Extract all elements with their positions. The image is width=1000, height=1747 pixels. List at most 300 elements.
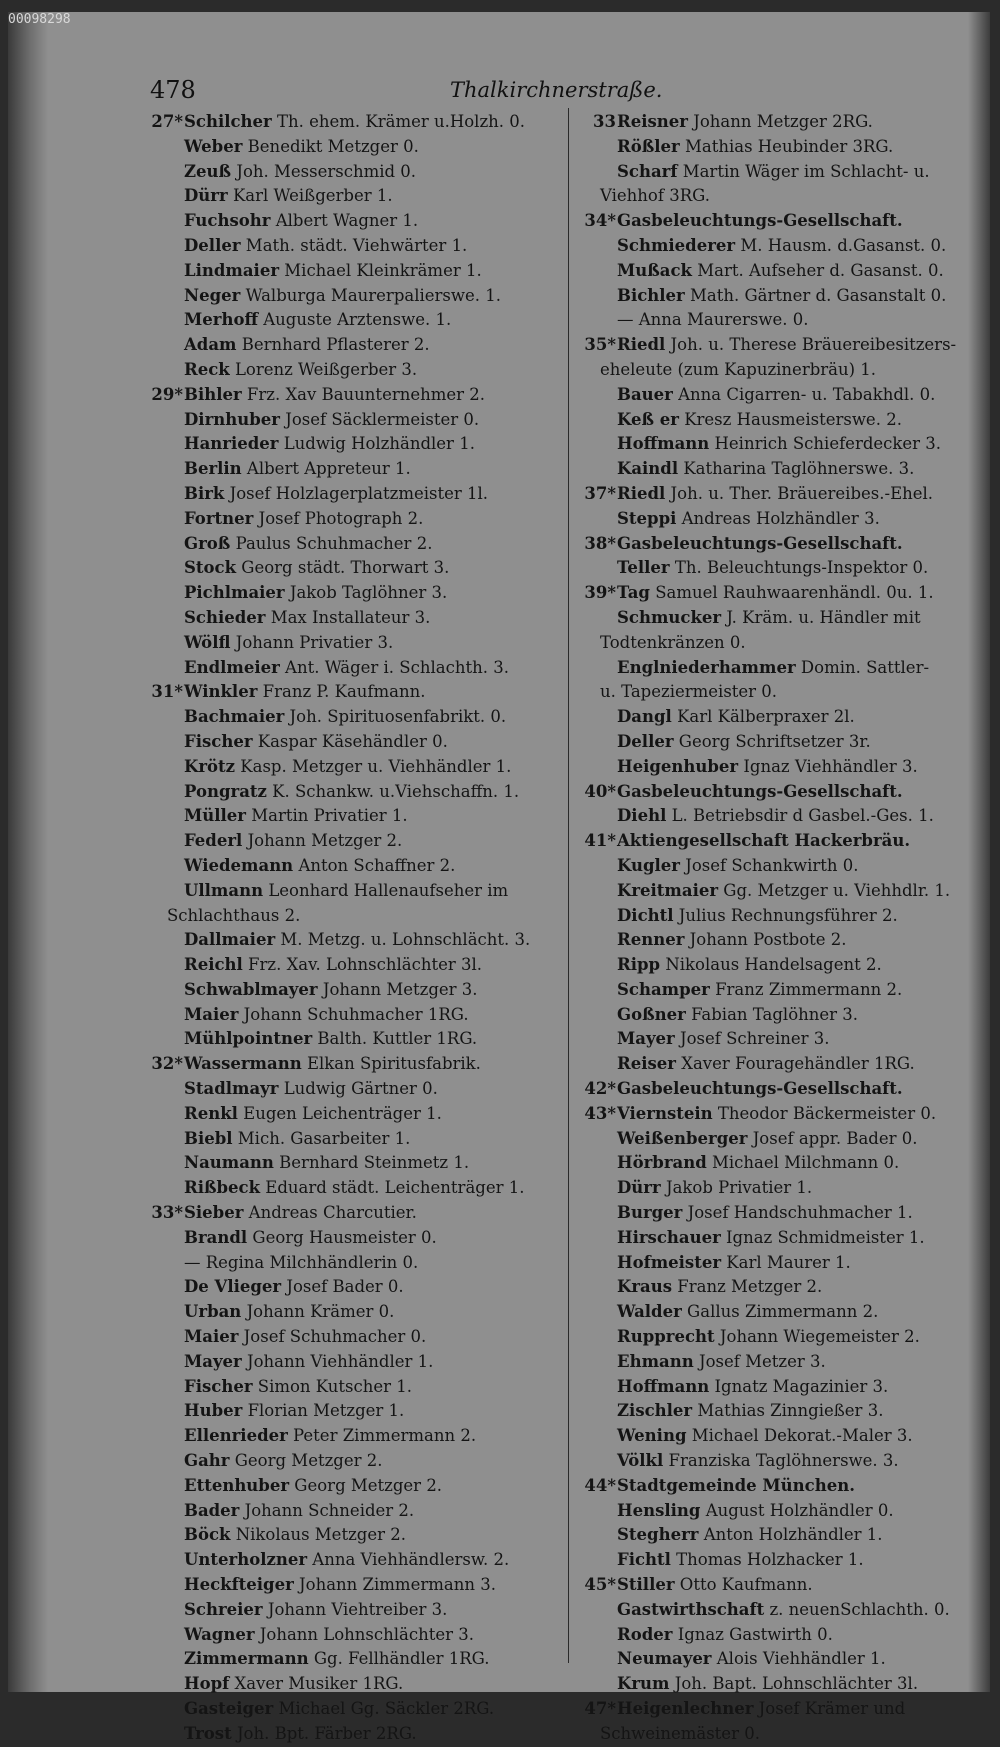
house-number (578, 432, 616, 457)
entry-text (183, 1647, 490, 1672)
resident-name: Aktiengesellschaft Hackerbräu. (617, 831, 911, 851)
directory-entry (578, 135, 958, 160)
occupation-text: Lorenz Weißgerber 3. (234, 359, 418, 379)
occupation-text: Auguste Arztenswe. 1. (263, 310, 452, 330)
directory-entry (145, 160, 560, 185)
entry-text (616, 1226, 925, 1251)
directory-entry (145, 259, 560, 284)
house-number (145, 606, 183, 631)
resident-name: Gasbeleuchtungs-Gesellschaft. (617, 533, 903, 553)
directory-entry (578, 953, 958, 978)
resident-name: Reichl (184, 955, 243, 975)
directory-entry (145, 1325, 560, 1350)
house-number (578, 1325, 616, 1350)
house-number (145, 1598, 183, 1623)
entry-text (616, 110, 873, 135)
occupation-text: Franziska Taglöhnerswe. 3. (668, 1451, 899, 1471)
resident-name: Schmiederer (617, 235, 736, 255)
entry-text (183, 1375, 412, 1400)
entry-text (616, 1449, 899, 1474)
resident-name: Mayer (617, 1029, 675, 1049)
house-number (145, 1548, 183, 1573)
house-number (145, 184, 183, 209)
directory-entry (578, 780, 958, 805)
occupation-text: Georg Schriftsetzer 3r. (678, 731, 871, 751)
occupation-text: Joh. Spirituosenfabrikt. 0. (289, 707, 507, 727)
house-number (145, 358, 183, 383)
house-number (145, 1499, 183, 1524)
house-number (145, 556, 183, 581)
resident-name: Gasteiger (184, 1699, 274, 1718)
house-number (578, 879, 616, 904)
entry-text (183, 333, 430, 358)
house-number (578, 507, 616, 532)
directory-entry (578, 1424, 958, 1449)
resident-name: Ripp (617, 955, 661, 975)
directory-entry (145, 1251, 560, 1276)
house-number (145, 804, 183, 829)
resident-name: Adam (184, 335, 237, 355)
entry-text (183, 1251, 418, 1276)
right-column (578, 110, 958, 1747)
house-number (145, 1672, 183, 1697)
directory-entry (145, 854, 560, 879)
house-number (145, 1300, 183, 1325)
occupation-text: Johann Viehtreiber 3. (267, 1599, 448, 1619)
directory-entry (578, 1201, 958, 1226)
house-number: 29* (151, 384, 183, 404)
entry-text (183, 383, 485, 408)
directory-entry (578, 1697, 958, 1722)
directory-entry (578, 457, 958, 482)
entry-text (183, 1226, 437, 1251)
occupation-text: Ludwig Holzhändler 1. (283, 434, 475, 454)
house-number (578, 1300, 616, 1325)
entry-text (183, 804, 408, 829)
occupation-text: Kasp. Metzger u. Viehhändler 1. (240, 756, 512, 776)
directory-entry (578, 408, 958, 433)
directory-entry (145, 730, 560, 755)
occupation-text: Elkan Spiritusfabrik. (306, 1054, 481, 1074)
house-number (145, 308, 183, 333)
house-number (145, 135, 183, 160)
house-number: 45* (584, 1575, 616, 1595)
house-number: 34* (584, 211, 616, 231)
occupation-text: Georg städt. Thorwart 3. (241, 558, 450, 578)
entry-text (616, 1052, 915, 1077)
resident-name: Hirschauer (617, 1227, 721, 1247)
directory-entry (145, 1127, 560, 1152)
entry-text (616, 1176, 812, 1201)
directory-entry (578, 482, 958, 507)
house-number (145, 432, 183, 457)
resident-name: Ehmann (617, 1351, 694, 1371)
occupation-text: Ignaz Gastwirth 0. (677, 1624, 833, 1644)
entry-text (616, 284, 946, 309)
occupation-text: Xaver Fouragehändler 1RG. (681, 1054, 915, 1074)
occupation-text: Michael Milchmann 0. (712, 1153, 900, 1173)
resident-name: Reiser (617, 1054, 676, 1074)
directory-entry (145, 1350, 560, 1375)
occupation-text: Mich. Gasarbeiter 1. (237, 1128, 411, 1148)
occupation-text: Johann Privatier 3. (235, 632, 394, 652)
resident-name: Bichler (617, 285, 685, 305)
entry-text (183, 1722, 417, 1747)
resident-name: Pichlmaier (184, 583, 285, 603)
house-number (578, 383, 616, 408)
directory-entry (578, 581, 958, 606)
house-number (578, 1151, 616, 1176)
house-number (578, 755, 616, 780)
entry-text (616, 755, 918, 780)
entry-text (183, 780, 519, 805)
resident-name: Lindmaier (184, 260, 280, 280)
house-number (145, 1127, 183, 1152)
house-number (145, 482, 183, 507)
occupation-text: Joh. u. Therese Bräuereibesitzers- (670, 335, 957, 355)
house-number (145, 1474, 183, 1499)
occupation-text: Kaspar Käsehändler 0. (257, 731, 448, 751)
occupation-text: Joh. u. Ther. Bräuereibes.-Ehel. (670, 483, 934, 503)
resident-name: Riedl (617, 335, 666, 355)
entry-text (616, 854, 859, 879)
occupation-text: Johann Schneider 2. (244, 1500, 415, 1520)
directory-entry (578, 730, 958, 755)
occupation-text: Th. ehem. Krämer u.Holzh. 0. (276, 112, 526, 131)
resident-name: Böck (184, 1525, 231, 1545)
house-number (145, 1424, 183, 1449)
entry-continuation: Schweinemäster 0. (600, 1723, 760, 1743)
occupation-text: Milchhändlerin 0. (269, 1252, 419, 1272)
house-number (578, 1499, 616, 1524)
occupation-text: Math. Gärtner d. Gasanstalt 0. (689, 285, 947, 305)
house-number (145, 631, 183, 656)
entry-text (183, 284, 501, 309)
house-number (145, 928, 183, 953)
directory-entry (578, 978, 958, 1003)
house-number (578, 1127, 616, 1152)
directory-entry (145, 1598, 560, 1623)
resident-name: Heckfteiger (184, 1575, 294, 1595)
occupation-text: Franz Zimmermann 2. (715, 979, 903, 999)
occupation-text: Th. Beleuchtungs-Inspektor 0. (674, 558, 929, 578)
entry-text (183, 1300, 394, 1325)
entry-continuation: eheleute (zum Kapuzinerbräu) 1. (600, 359, 877, 379)
house-number (145, 656, 183, 681)
occupation-text: Michael Gg. Säckler 2RG. (278, 1699, 495, 1718)
occupation-text: Mathias Heubinder 3RG. (684, 136, 894, 156)
house-number (578, 1523, 616, 1548)
occupation-text: Theodor Bäckermeister 0. (717, 1103, 937, 1123)
house-number (145, 978, 183, 1003)
resident-name: Schilcher (184, 112, 272, 131)
occupation-text: Joh. Messerschmid 0. (236, 161, 417, 181)
house-number: 40* (584, 781, 616, 801)
directory-entry (145, 829, 560, 854)
resident-name: Hoffmann (617, 434, 710, 454)
occupation-text: Domin. Sattler- (800, 657, 930, 677)
occupation-text: Johann Lohnschlächter 3. (259, 1624, 475, 1644)
directory-entry (145, 556, 560, 581)
directory-entry (145, 1375, 560, 1400)
house-number (145, 1176, 183, 1201)
house-number (145, 1077, 183, 1102)
entry-text (183, 978, 478, 1003)
occupation-text: M. Hausm. d.Gasanst. 0. (740, 235, 947, 255)
resident-name: Renner (617, 930, 685, 950)
directory-entry (145, 1176, 560, 1201)
entry-text (183, 1424, 476, 1449)
house-number (578, 1647, 616, 1672)
resident-name: Dangl (617, 707, 672, 727)
resident-name: Gasbeleuchtungs-Gesellschaft. (617, 781, 903, 801)
resident-name: Schreier (184, 1599, 263, 1619)
entry-text (183, 1102, 442, 1127)
entry-text (616, 234, 946, 259)
resident-name: Schmucker (617, 607, 722, 627)
entry-text (616, 879, 950, 904)
entry-continuation: Viehhof 3RG. (600, 186, 710, 206)
occupation-text: Mathias Zinngießer 3. (697, 1401, 884, 1421)
occupation-text: Karl Kälberpraxer 2l. (677, 707, 855, 727)
house-number: 33* (151, 1203, 183, 1223)
entry-text (183, 184, 393, 209)
occupation-text: Anton Holzhändler 1. (703, 1525, 883, 1545)
entry-text (616, 1325, 920, 1350)
house-number (145, 730, 183, 755)
directory-entry (145, 234, 560, 259)
entry-text (616, 953, 882, 978)
house-number (578, 705, 616, 730)
resident-name: Hörbrand (617, 1153, 707, 1173)
resident-name: Kraus (617, 1277, 673, 1297)
occupation-text: Ludwig Gärtner 0. (283, 1079, 438, 1099)
house-number (145, 457, 183, 482)
resident-name: Hensling (617, 1500, 701, 1520)
resident-name: Dürr (184, 186, 228, 206)
occupation-text: Johann Postbote 2. (689, 930, 847, 950)
entry-text (616, 1027, 829, 1052)
directory-entry (145, 482, 560, 507)
entry-text (616, 1251, 851, 1276)
entry-text (183, 507, 423, 532)
directory-entry (145, 1722, 560, 1747)
entry-text (616, 135, 893, 160)
house-number (145, 1647, 183, 1672)
house-number (145, 1523, 183, 1548)
directory-entry (145, 680, 560, 705)
occupation-text: Balth. Kuttler 1RG. (317, 1029, 478, 1049)
occupation-text: M. Metzg. u. Lohnschlächt. 3. (280, 930, 531, 950)
resident-name: Deller (184, 235, 241, 255)
entry-text (616, 383, 935, 408)
house-number (578, 804, 616, 829)
entry-text (183, 1325, 426, 1350)
entry-text (616, 978, 902, 1003)
entry-text (183, 408, 479, 433)
directory-entry (145, 432, 560, 457)
directory-entry (145, 1052, 560, 1077)
entry-text (616, 1399, 883, 1424)
directory-entry (578, 1399, 958, 1424)
entry-text (616, 259, 944, 284)
house-number (578, 1399, 616, 1424)
entry-text (616, 780, 903, 805)
directory-entry (578, 1350, 958, 1375)
directory-entry (145, 606, 560, 631)
occupation-text: Johann Viehhändler 1. (246, 1351, 434, 1371)
entry-text (616, 482, 933, 507)
entry-text (616, 408, 902, 433)
occupation-text: Johann Krämer 0. (246, 1302, 395, 1322)
resident-name: Schwablmayer (184, 979, 318, 999)
directory-entry (145, 1003, 560, 1028)
resident-name: Burger (617, 1203, 683, 1223)
house-number: 47* (584, 1699, 616, 1718)
house-number (578, 308, 616, 333)
entry-text (183, 1548, 509, 1573)
directory-entry (145, 1201, 560, 1226)
house-number (578, 1176, 616, 1201)
directory-entry (578, 1598, 958, 1623)
resident-name: Brandl (184, 1227, 248, 1247)
occupation-text: Franz P. Kaufmann. (262, 682, 426, 702)
directory-entry (578, 1449, 958, 1474)
entry-text (616, 432, 941, 457)
entry-text (183, 854, 455, 879)
entry-text (183, 234, 467, 259)
house-number: 32* (151, 1054, 183, 1074)
occupation-text: Martin Wäger im Schlacht- u. (682, 161, 930, 181)
directory-entry (578, 234, 958, 259)
resident-name: Merhoff (184, 310, 259, 330)
directory-entry (145, 457, 560, 482)
resident-name: Gasbeleuchtungs-Gesellschaft. (617, 1079, 903, 1099)
occupation-text: Josef Handschuhmacher 1. (687, 1203, 913, 1223)
resident-name: Goßner (617, 1004, 686, 1024)
resident-name: Diehl (617, 806, 667, 826)
resident-name: Dürr (617, 1178, 661, 1198)
directory-entry (145, 1300, 560, 1325)
occupation-text: Kresz Hausmeisterswe. 2. (684, 409, 902, 429)
entry-text (616, 1598, 950, 1623)
directory-entry (578, 1474, 958, 1499)
entry-text (183, 1176, 524, 1201)
resident-name: Englniederhammer (617, 657, 796, 677)
resident-name: Wölfl (184, 632, 231, 652)
house-number: 44* (584, 1475, 616, 1495)
directory-entry (578, 1251, 958, 1276)
entry-text (183, 1052, 481, 1077)
occupation-text: Josef Schreiner 3. (679, 1029, 830, 1049)
directory-entry (578, 1275, 958, 1300)
entry-text (616, 730, 871, 755)
column-divider (568, 108, 569, 1663)
house-number: 33 (593, 112, 616, 131)
directory-entry (578, 308, 958, 333)
directory-entry (578, 1573, 958, 1598)
entry-text (616, 1672, 918, 1697)
directory-entry (578, 854, 958, 879)
resident-name: Hopf (184, 1674, 230, 1694)
resident-name: Fischer (184, 1376, 253, 1396)
entry-text (183, 457, 411, 482)
directory-entry (145, 333, 560, 358)
directory-entry (145, 804, 560, 829)
directory-entry (145, 383, 560, 408)
directory-entry (578, 1375, 958, 1400)
house-number: 41* (584, 831, 616, 851)
page-number: 478 (150, 76, 196, 104)
house-number (145, 259, 183, 284)
house-number: 27* (151, 112, 183, 131)
resident-name: Hanrieder (184, 434, 279, 454)
directory-entry (145, 1672, 560, 1697)
house-number (145, 408, 183, 433)
resident-name: Rißbeck (184, 1178, 261, 1198)
directory-entry (578, 532, 958, 557)
house-number (145, 1623, 183, 1648)
entry-text (183, 432, 475, 457)
occupation-text: Andreas Charcutier. (248, 1203, 417, 1223)
resident-name: Ellenrieder (184, 1426, 288, 1446)
directory-entry (145, 1697, 560, 1722)
occupation-text: Nikolaus Handelsagent 2. (665, 955, 882, 975)
occupation-text: Xaver Musiker 1RG. (234, 1674, 404, 1694)
entry-text (183, 953, 482, 978)
resident-name: Roder (617, 1624, 673, 1644)
directory-entry (145, 507, 560, 532)
directory-entry (145, 631, 560, 656)
entry-text (183, 879, 508, 904)
entry-text (183, 1127, 410, 1152)
occupation-text: Georg Metzger 2. (294, 1475, 443, 1495)
resident-name: Gahr (184, 1451, 230, 1471)
directory-entry (578, 1027, 958, 1052)
directory-entry (145, 1226, 560, 1251)
entry-text (183, 556, 449, 581)
directory-entry (578, 755, 958, 780)
entry-text (183, 160, 416, 185)
directory-entry (578, 160, 958, 185)
directory-entry (145, 532, 560, 557)
entry-text (616, 457, 914, 482)
directory-entry (145, 1523, 560, 1548)
occupation-text: Math. städt. Viehwärter 1. (245, 235, 468, 255)
house-number (578, 1201, 616, 1226)
entry-text (616, 1077, 903, 1102)
occupation-text: Josef Säcklermeister 0. (285, 409, 480, 429)
occupation-text: Joh. Bapt. Lohnschlächter 3l. (674, 1674, 919, 1694)
resident-name: Dichtl (617, 905, 674, 925)
entry-text (616, 606, 921, 631)
house-number (145, 705, 183, 730)
resident-name: Fischer (184, 731, 253, 751)
entry-text (183, 209, 418, 234)
occupation-text: Heinrich Schieferdecker 3. (714, 434, 942, 454)
directory-entry (578, 1548, 958, 1573)
resident-name: Urban (184, 1302, 242, 1322)
entry-text (183, 730, 448, 755)
house-number (145, 1399, 183, 1424)
entry-text (183, 259, 482, 284)
entry-text (616, 804, 934, 829)
occupation-text: Otto Kaufmann. (679, 1575, 813, 1595)
directory-entry (578, 1226, 958, 1251)
house-number (145, 1375, 183, 1400)
entry-text (616, 333, 956, 358)
house-number (578, 1251, 616, 1276)
